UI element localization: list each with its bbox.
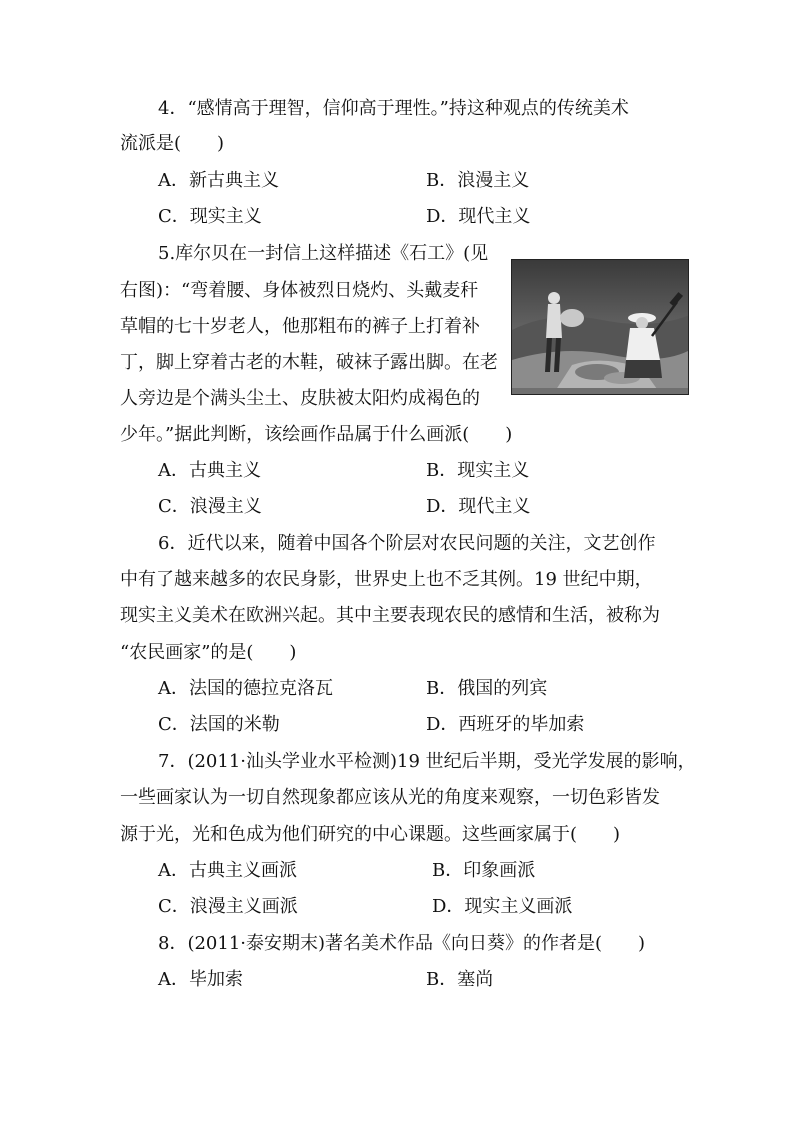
q5-stem-line-5: 人旁边是个满头尘土、皮肤被太阳灼成褐色的 [120,388,480,409]
q8-stem-line-1: 8．(2011·泰安期末)著名美术作品《向日葵》的作者是( ) [158,933,646,954]
q6-option-d: D．西班牙的毕加索 [426,714,585,735]
q4-option-c: C．现实主义 [158,206,262,227]
q5-stem-line-6: 少年。”据此判断，该绘画作品属于什么画派( ) [120,424,513,445]
q4-option-a: A．新古典主义 [158,170,279,191]
q5-option-b: B．现实主义 [426,460,530,481]
q5-stem-line-1: 5.库尔贝在一封信上这样描述《石工》(见 [158,243,489,264]
q7-stem-line-3: 源于光，光和色成为他们研究的中心课题。这些画家属于( ) [120,824,621,845]
q5-option-c: C．浪漫主义 [158,496,262,517]
q6-option-a: A．法国的德拉克洛瓦 [158,678,333,699]
q6-option-b: B．俄国的列宾 [426,678,548,699]
q7-option-c: C．浪漫主义画派 [158,896,298,917]
q4-option-d: D．现代主义 [426,206,531,227]
q7-stem-line-2: 一些画家认为一切自然现象都应该从光的角度来观察，一切色彩皆发 [120,787,660,808]
q7-option-a: A．古典主义画派 [158,860,297,881]
q6-stem-line-4: “农民画家”的是( ) [120,642,297,663]
q6-stem-line-3: 现实主义美术在欧洲兴起。其中主要表现农民的感情和生活，被称为 [120,605,660,626]
q5-option-d: D．现代主义 [426,496,531,517]
q6-option-c: C．法国的米勒 [158,714,280,735]
q5-stem-line-3: 草帽的七十岁老人，他那粗布的裤子上打着补 [120,316,480,337]
q4-option-b: B．浪漫主义 [426,170,530,191]
q8-option-b: B．塞尚 [426,969,494,990]
q4-stem-line-2: 流派是( ) [120,133,225,154]
q4-stem-line-1: 4．“感情高于理智，信仰高于理性。”持这种观点的传统美术 [158,98,629,119]
q5-stem-line-4: 丁，脚上穿着古老的木鞋，破袜子露出脚。在老 [120,352,498,373]
q6-stem-line-1: 6．近代以来，随着中国各个阶层对农民问题的关注，文艺创作 [158,533,656,554]
q6-stem-line-2: 中有了越来越多的农民身影，世界史上也不乏其例。19 世纪中期， [120,569,653,590]
q5-stem-line-2: 右图)：“弯着腰、身体被烈日烧灼、头戴麦秆 [120,280,479,301]
q5-option-a: A．古典主义 [158,460,261,481]
q7-option-d: D．现实主义画派 [432,896,573,917]
q8-option-a: A．毕加索 [158,969,243,990]
stone-breakers-painting [511,259,689,395]
q7-stem-line-1: 7．(2011·汕头学业水平检测)19 世纪后半期，受光学发展的影响， [158,751,696,772]
q7-option-b: B．印象画派 [432,860,536,881]
stone-breakers-image [512,260,689,395]
